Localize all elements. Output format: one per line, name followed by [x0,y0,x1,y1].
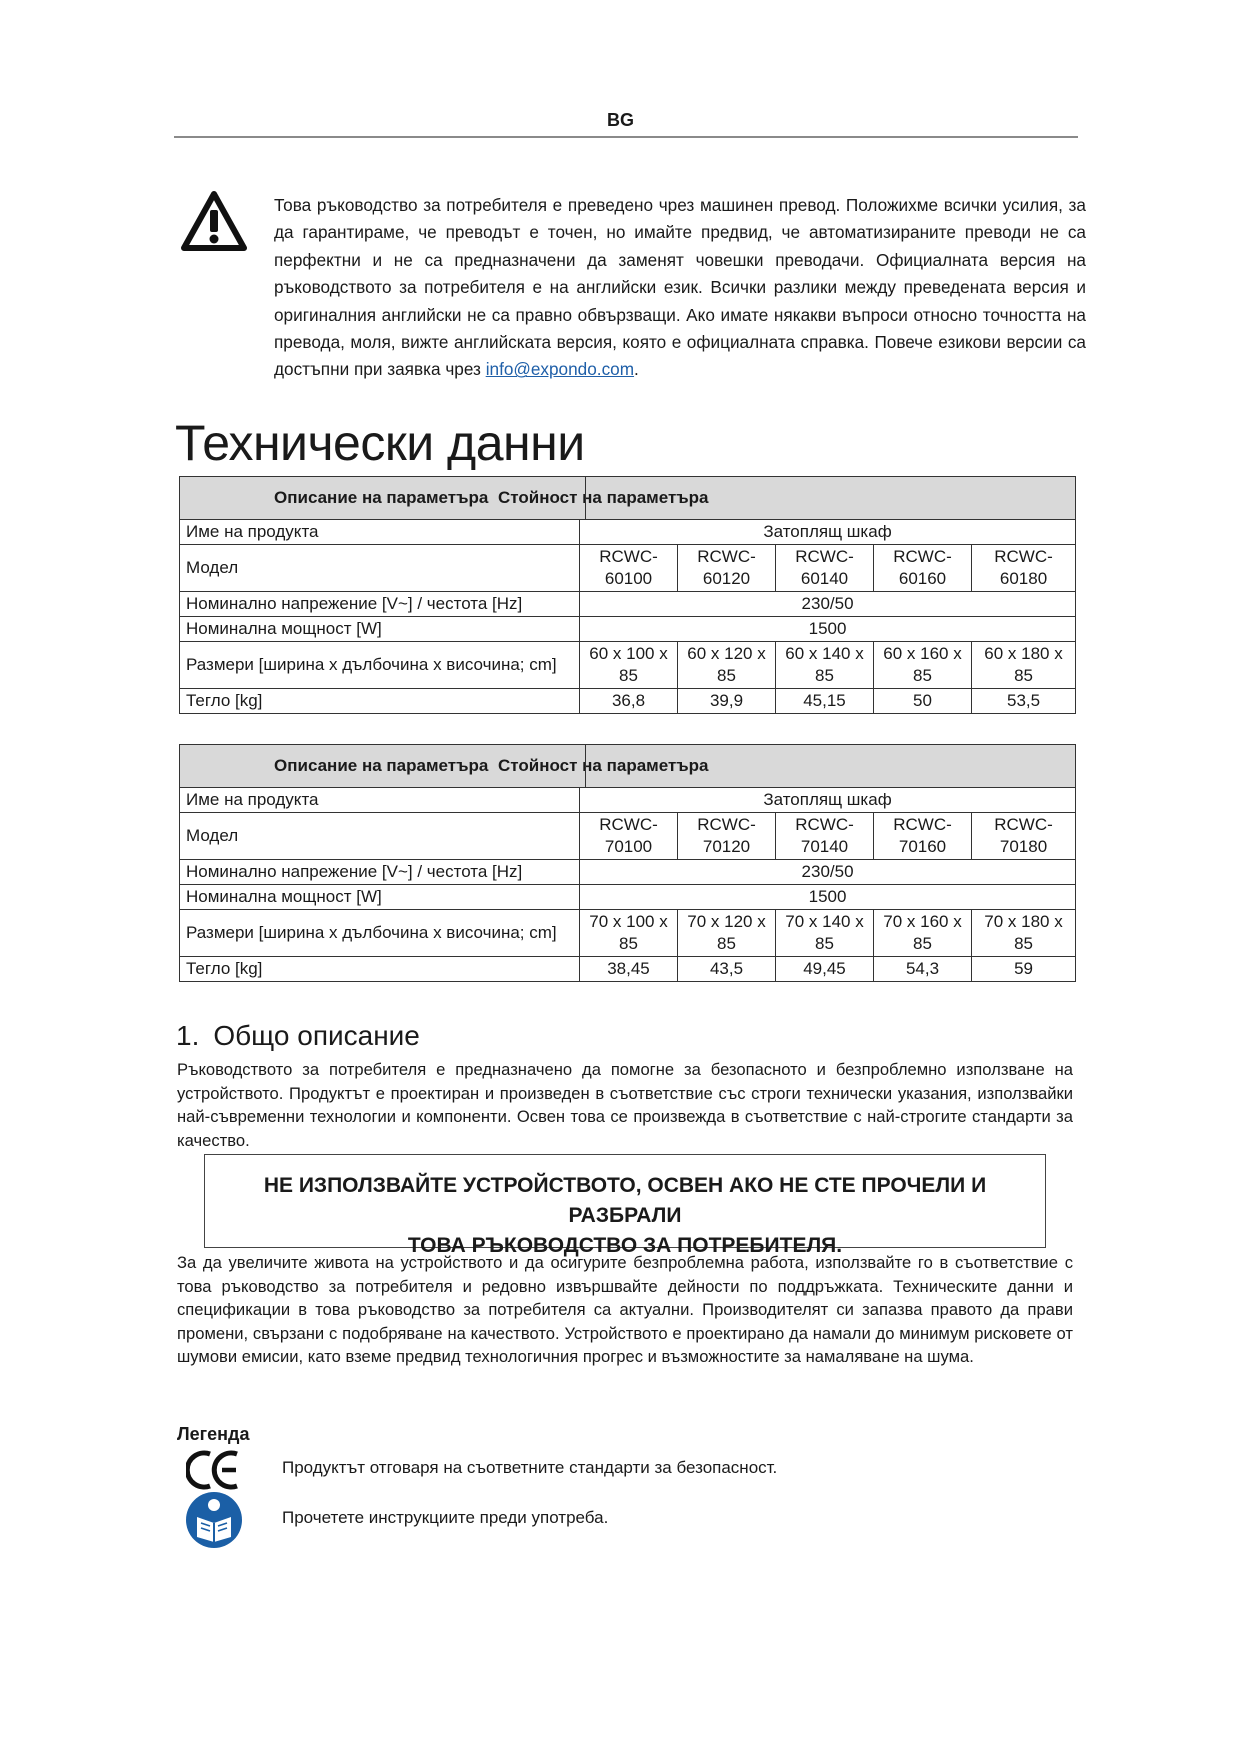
header-value-label: Стойност на параметъра [498,488,709,507]
page-title: Технически данни [175,415,585,471]
row-label: Номинално напрежение [V~] / честота [Hz] [180,860,580,885]
dims-cell: 60 x 160 x 85 [874,642,972,689]
model-cell: RCWC-60100 [580,545,678,592]
row-label: Размери [ширина x дълбочина x височина; cm] [180,642,580,689]
table-row [180,520,1076,545]
model-cell: RCWC-60120 [678,545,776,592]
warning-box [204,1154,1046,1257]
table-row [180,788,1076,813]
row-label: Тегло [kg] [180,689,580,714]
read-manual-icon [180,1490,248,1550]
warning-line: НЕ ИЗПОЛЗВАЙТЕ УСТРОЙСТВОТО, ОСВЕН АКО НЕ СТЕ ПРОЧЕЛИ И РАЗБРАЛИ [263,1174,987,1227]
header-value-label: Стойност на параметъра [498,756,709,775]
weight-cell: 38,45 [580,957,678,982]
table-row [180,617,1076,642]
power-cell: 1500 [580,885,1076,910]
row-label: Име на продукта [180,520,580,545]
dims-cell: 70 x 140 x 85 [776,910,874,957]
spec-table-70 [179,744,1076,982]
legend-item-manual [180,1490,609,1550]
table-row [180,642,1076,689]
weight-cell: 53,5 [972,689,1076,714]
weight-cell: 49,45 [776,957,874,982]
voltage-cell: 230/50 [580,860,1076,885]
table-row [180,957,1076,982]
product-name-cell: Затоплящ шкаф [580,788,1076,813]
language-code: BG [607,110,634,130]
row-label: Име на продукта [180,788,580,813]
row-label: Номинална мощност [W] [180,617,580,642]
dims-cell: 70 x 120 x 85 [678,910,776,957]
row-label: Номинално напрежение [V~] / честота [Hz] [180,592,580,617]
model-cell: RCWC-70100 [580,813,678,860]
table-row [180,545,1076,592]
model-cell: RCWC-70180 [972,813,1076,860]
row-label: Модел [180,813,580,860]
table-header-row [180,477,1076,520]
weight-cell: 43,5 [678,957,776,982]
table-row [180,910,1076,957]
email-link[interactable]: info@expondo.com [485,359,635,380]
machine-translation-notice: Това ръководство за потребителя е преведено чрез машинен превод. Положихме всички усилия, за да гарантираме, че преводът е точен, но имайте предвид, че автоматизираните преводи не са перфектни и не са предназначени да заменят човешки преводачи. Официалната версия на ръководството за потребителя е на английски език. Всички разлики между преведената версия и оригиналния английски не са правно обвързващи. Ако имате някакви въпроси относно точността на превода, моля, вижте английската версия, която е официалната справка. Повече езикови версии са достъпни при заявка чрез info@expondo.com. [274,195,1086,380]
spec-table-60 [179,476,1076,714]
warning-line: ТОВА РЪКОВОДСТВО ЗА ПОТРЕБИТЕЛЯ. [407,1234,843,1257]
warning-triangle-icon [180,190,248,252]
intro-paragraph: Ръководството за потребителя е предназначено да помогне за безопасното и безпроблемно използване на устройството. Продуктът е проектиран и произведен в съответствие със строги технически указания, използвайки най-съвременни технологии и компоненти. Освен това се произвежда в съответствие с най-строгите стандарти за качество. [177,1060,1073,1150]
table-row [180,860,1076,885]
row-label: Размери [ширина x дълбочина x височина; cm] [180,910,580,957]
legend-manual-text: Прочетете инструкциите преди употреба. [282,1508,609,1527]
model-cell: RCWC-70160 [874,813,972,860]
notice-text: Това ръководство за потребителя е преведено чрез машинен превод. Положихме всички усилия, за да гарантираме, че преводът е точен, но имайте предвид, че автоматизираните преводи не са перфектни и не са предназначени да заменят човешки преводачи. Официалната версия на ръководството за потребителя е на английски език. Всички разлики между преведената версия и оригиналния английски не са правно обвързващи. Ако имате някакви въпроси относно точността на превода, моля, вижте английската версия, която е официалната справка. Повече езикови версии са достъпни при заявка чрез [274,195,1086,380]
weight-cell: 45,15 [776,689,874,714]
model-cell: RCWC-60160 [874,545,972,592]
header-param-label: Описание на параметъра [274,488,489,507]
weight-cell: 39,9 [678,689,776,714]
dims-cell: 70 x 160 x 85 [874,910,972,957]
row-label: Номинална мощност [W] [180,885,580,910]
header-divider [174,136,1078,138]
table-row [180,813,1076,860]
power-cell: 1500 [580,617,1076,642]
dims-cell: 60 x 120 x 85 [678,642,776,689]
dims-cell: 60 x 140 x 85 [776,642,874,689]
product-name-cell: Затоплящ шкаф [580,520,1076,545]
weight-cell: 50 [874,689,972,714]
model-cell: RCWC-70140 [776,813,874,860]
header-param-label: Описание на параметъра [274,756,489,775]
table-header-row [180,745,1076,788]
row-label: Модел [180,545,580,592]
section-heading [176,1020,420,1052]
table-row [180,592,1076,617]
model-cell: RCWC-60140 [776,545,874,592]
dims-cell: 60 x 180 x 85 [972,642,1076,689]
dims-cell: 60 x 100 x 85 [580,642,678,689]
voltage-cell: 230/50 [580,592,1076,617]
section-number: 1. [176,1020,200,1051]
weight-cell: 36,8 [580,689,678,714]
usage-paragraph: За да увеличите живота на устройството и да осигурите безпроблемна работа, използвайте го в съответствие с това ръководство за потребителя и редовно извършвайте дейности по поддръжката. Техническите данни и спецификации в това ръководство за потребителя са актуални. Производителят си запазва правото да прави промени, свързани с подобряване на качеството. Устройството е проектирано да намали до минимум рисковете от шумови емисии, като вземе предвид технологичния прогрес и възможностите за намаляване на шума. [177,1253,1073,1367]
weight-cell: 59 [972,957,1076,982]
legend-ce-text: Продуктът отговаря на съответните стандарти за безопасност. [282,1458,778,1477]
table-row [180,885,1076,910]
weight-cell: 54,3 [874,957,972,982]
model-cell: RCWC-60180 [972,545,1076,592]
model-cell: RCWC-70120 [678,813,776,860]
dims-cell: 70 x 100 x 85 [580,910,678,957]
section-title: Общо описание [213,1020,420,1051]
dims-cell: 70 x 180 x 85 [972,910,1076,957]
row-label: Тегло [kg] [180,957,580,982]
legend-title: Легенда [177,1424,250,1444]
table-row [180,689,1076,714]
